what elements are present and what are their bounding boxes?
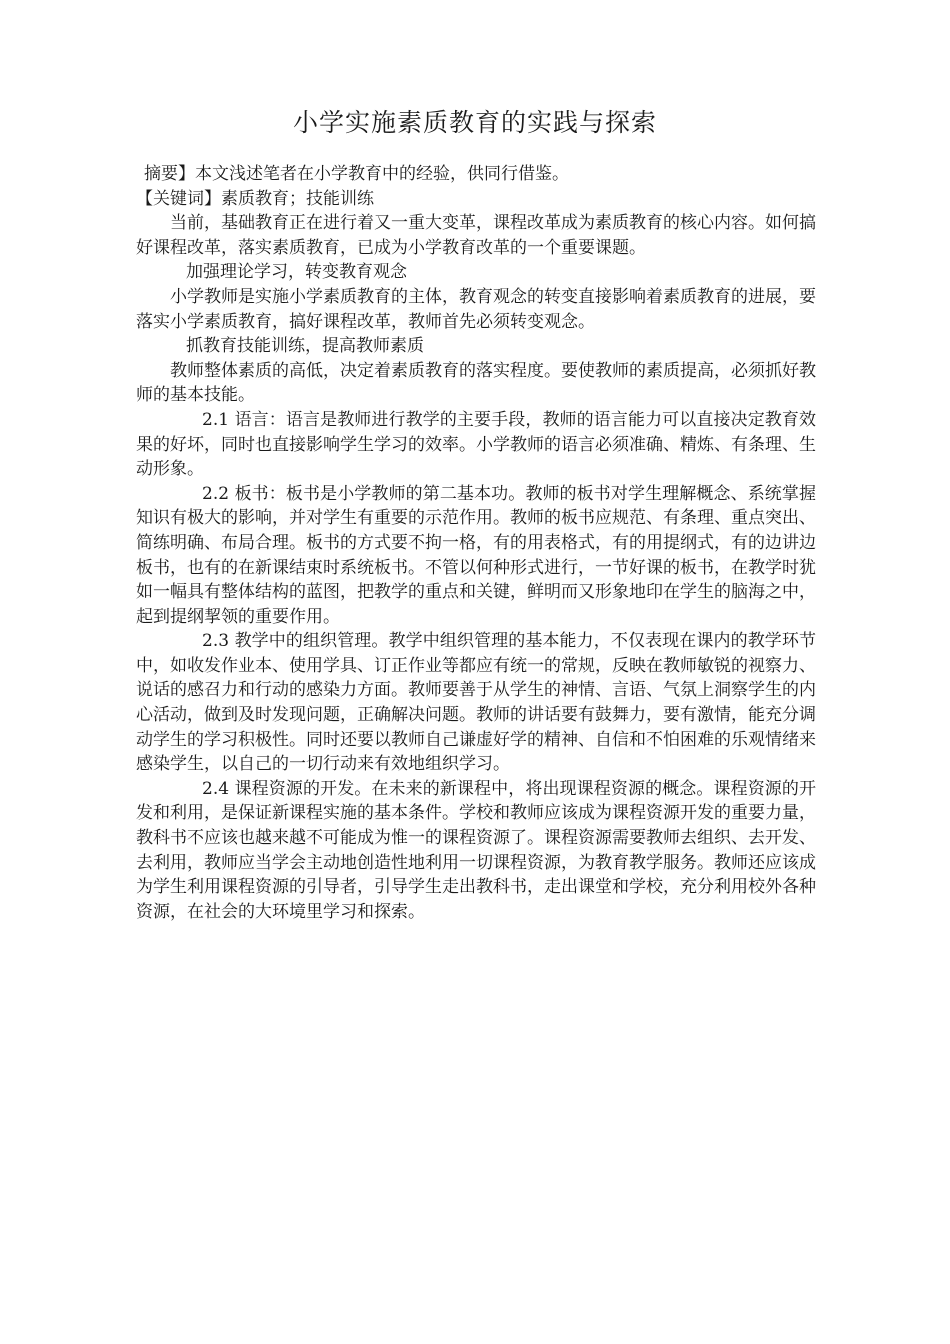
subsection-2-3-label: 教学 <box>234 631 269 652</box>
subsection-2-1 <box>136 408 816 482</box>
subsection-2-3 <box>136 629 816 777</box>
document-body <box>136 162 816 924</box>
subsection-2-1-label: 语言： <box>234 409 286 430</box>
subsection-2-1-body: 语言是教师进行教学的主要手段，教师的语言能力可以直接决定教育效果的好坏，同时也直接影响学生学习的效率。小学教师的语言必须准确、精炼、有条理、生动形象。 <box>136 409 817 480</box>
intro-paragraph: 当前，基础教育正在进行着又一重大变革，课程改革成为素质教育的核心内容。如何搞好课程改革，落实素质教育，已成为小学教育改革的一个重要课题。 <box>136 213 816 258</box>
abstract: 摘要】本文浅述笔者在小学教育中的经验，供同行借鉴。 <box>144 164 569 184</box>
subsection-2-4-body: 资源的开发。在未来的新课程中，将出现课程资源的概念。课程资源的开发和利用，是保证新课程实施的基本条件。学校和教师应该成为课程资源开发的重要力量，教科书不应该也越来越不可能成为惟一的课程资源了。课程资源需要教师去组织、去开发、去利用，教师应当学会主动地创造性地利用一切课程资源，为教育教学服务。教师还应该成为学生利用课程资源的引导者，引导学生走出教科书，走出课堂和学校，充分利用校外各种资源，在社会的大环境里学习和探索。 <box>136 778 817 922</box>
subsection-2-4-number: 2.4 <box>202 778 230 799</box>
subsection-2-4-label: 课程 <box>234 778 269 799</box>
document-title: 小学实施素质教育的实践与探索 <box>292 108 657 137</box>
subsection-2-1-number: 2.1 <box>202 409 230 430</box>
subsection-2-2-body: 板书是小学教师的第二基本功。教师的板书对学生理解概念、系统掌握知识有极大的影响，并对学生有重要的示范作用。教师的板书应规范、有条理、重点突出、简练明确、布局合理。板书的方式要不拘一格，有的用表格式，有的用提纲式，有的边讲边板书，也有的在新课结束时系统板书。不管以何种形式进行，一节好课的板书，在教学时犹如一幅具有整体结构的蓝图，把教学的重点和关键，鲜明而又形象地印在学生的脑海之中，起到提纲挈领的重要作用。 <box>136 483 817 627</box>
subsection-2-4 <box>136 777 816 925</box>
section-1-heading: 加强理论学习，转变教育观念 <box>186 262 407 283</box>
subsection-2-3-body: 中的组织管理。教学中组织管理的基本能力，不仅表现在课内的教学环节中，如收发作业本、使用学具、订正作业等都应有统一的常规，反映在教师敏锐的视察力、说话的感召力和行动的感染力方面。教师要善于从学生的神情、言语、气氛上洞察学生的内心活动，做到及时发现问题，正确解决问题。教师的讲话要有鼓舞力，要有激情，能充分调动学生的学习积极性。同时还要以教师自己谦虚好学的精神、自信和不怕困难的乐观情绪来感染学生，以自己的一切行动来有效地组织学习。 <box>136 631 817 775</box>
subsection-2-2 <box>136 482 816 630</box>
section-2-paragraph: 教师整体素质的高低，决定着素质教育的落实程度。要使教师的素质提高，必须抓好教师的基本技能。 <box>136 360 816 406</box>
subsection-2-2-number: 2.2 <box>202 483 230 504</box>
section-2-heading: 抓教育技能训练，提高教师素质 <box>186 336 424 357</box>
subsection-2-2-label: 板书： <box>234 483 286 504</box>
subsection-2-3-number: 2.3 <box>202 631 230 652</box>
section-1-paragraph: 小学教师是实施小学素质教育的主体，教育观念的转变直接影响着素质教育的进展，要落实小学素质教育，搞好课程改革，教师首先必须转变观念。 <box>136 286 816 332</box>
keywords: 【关键词】素质教育；技能训练 <box>136 188 374 209</box>
